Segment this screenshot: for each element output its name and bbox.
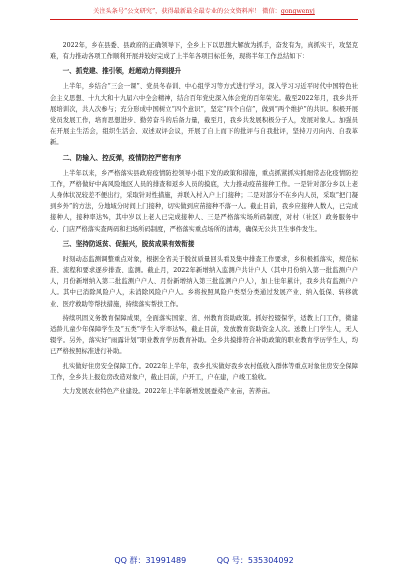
promo-text: 关注头条号“公文研究”，获得最新最全最专业的公文资料库！ 微信：: [93, 8, 281, 15]
document-body: [50, 40, 358, 400]
contact-footer: [0, 555, 408, 566]
header-divider: [50, 19, 358, 20]
intro-paragraph: 2022年，乡在县委、县政府的正确领导下，全乡上下以思想大解放为抓手，奋发有为，真抓实干，攻坚克难，有力推动各项工作顺利开展并较好完成了上半年各项目标任务，现将半年工作总结如下：: [50, 42, 358, 61]
section-3-title: 三、坚持防返贫、促振兴，脱贫成果有效衔接: [62, 239, 195, 248]
section-2-paragraph: 上半年以来，乡严格落实县政府疫情防控领导小组下发的政策和措施，重点抓紧抓实抓细常态化疫情防控工作，严格做好中高风险地区人员的排查和返乡人员的摸底，大力推动疫苗接种工作。一是针对部分乡以上老人身体状况较差不便出行，采取针对性措施，并联入村入户上门接种；二是对部分不在乡内人员，采取“把门凝到乡外”的方法，分地域分时间上门接种，切实做到应苗接种不落一人。截止目前，我乡应接种人数人，已完成接种人，接种率达%，其中岁以上老人已完成接种人、三是严格落实场所码制度，对村（社区）政务服务中心、门店严格落实查两码和扫场所码制度，严格落实重点场所的清毒，确保无公共卫生事件发生。: [50, 169, 358, 233]
section-1-title: 一、抓党建、推引领，赶超动力得到提升: [62, 67, 182, 76]
section-3-paragraph-1: 时刻动态监测调整重点对象，根据全省关于脱贫质量回头看及集中排查工作要求，乡积极抓落实，规范标准、流程和要求逐步排查、监测。截止月，2022年新增纳入监测户共计户人（其中月份纳入第一批监测户户人，月份新增纳入第二批监测户户人、月份新增纳入第三批监测户户人），加上往年累计，我乡共有监测户户人。其中已消除风险户人，未消除风险户户人。乡将按照风险户类型分类通过发展产业、纳入低保、转移就业、医疗救助等帮扶措施，持续落实帮扶工作。: [50, 255, 358, 308]
section-2-title: 二、防输入、控反弹，疫情防控严密有序: [62, 153, 182, 162]
section-3-paragraph-4: 大力发展农业特色产业建设。2022年上半年新增发展蚕桑产业亩，苦养亩。: [62, 388, 274, 396]
promo-header: [0, 6, 408, 15]
section-1-paragraph: 上半年，乡结合“三会一课”、党员冬春训、中心组学习等方式进行学习，深入学习习近平时代中国特色社会主义思想、十九大和十九届六中全会精神，结合百年党史深入体会党的百年荣光。截至2022年月，我乡共开展培训次，共人次参与；充分形成中国树立“四个意识”，坚定“四个自信”，做到“两个维护”的共识。积极开展党员发展工作，培育思想进步、勤劳奋斗的后备力量，截至月，我乡共发展积极分子人，发展对象人。加强员在开展主生活会，组织生活会、双述双评会议，开展了自上而下的批评与自我批评，坚持刀刃向内、自我革新。: [50, 83, 358, 147]
section-3-paragraph-2: 持续巩固义务教育保障成果，全面落实国家、省、州教育资助政策。抓好控辍保学，适教上门工作，微建适龄儿童少年保障学生及“五类”学生入学率达%，截止目前，发放教育资助资金人次。送教上门学生人，无人辍学。另外，落实好“雨露计划”职业教育学历教育补助。全乡共摸排符合补助政策的职业教育学历学生人，均已严格按照标准进行补助。: [50, 314, 358, 356]
qq-group: QQ 群：31991489: [114, 556, 187, 565]
wechat-id-link[interactable]: gongwenyj: [280, 8, 315, 15]
qq-number: QQ 号：535304092: [216, 556, 294, 565]
section-3-paragraph-3: 扎实做好住房安全保障工作。2022年上半年，我乡扎实做好我乡农村低收入群体等重点对象住房安全保障工作，全乡共上报危房改造对象户，截止目前，户开工，户在建，户竣工验收。: [50, 362, 358, 381]
